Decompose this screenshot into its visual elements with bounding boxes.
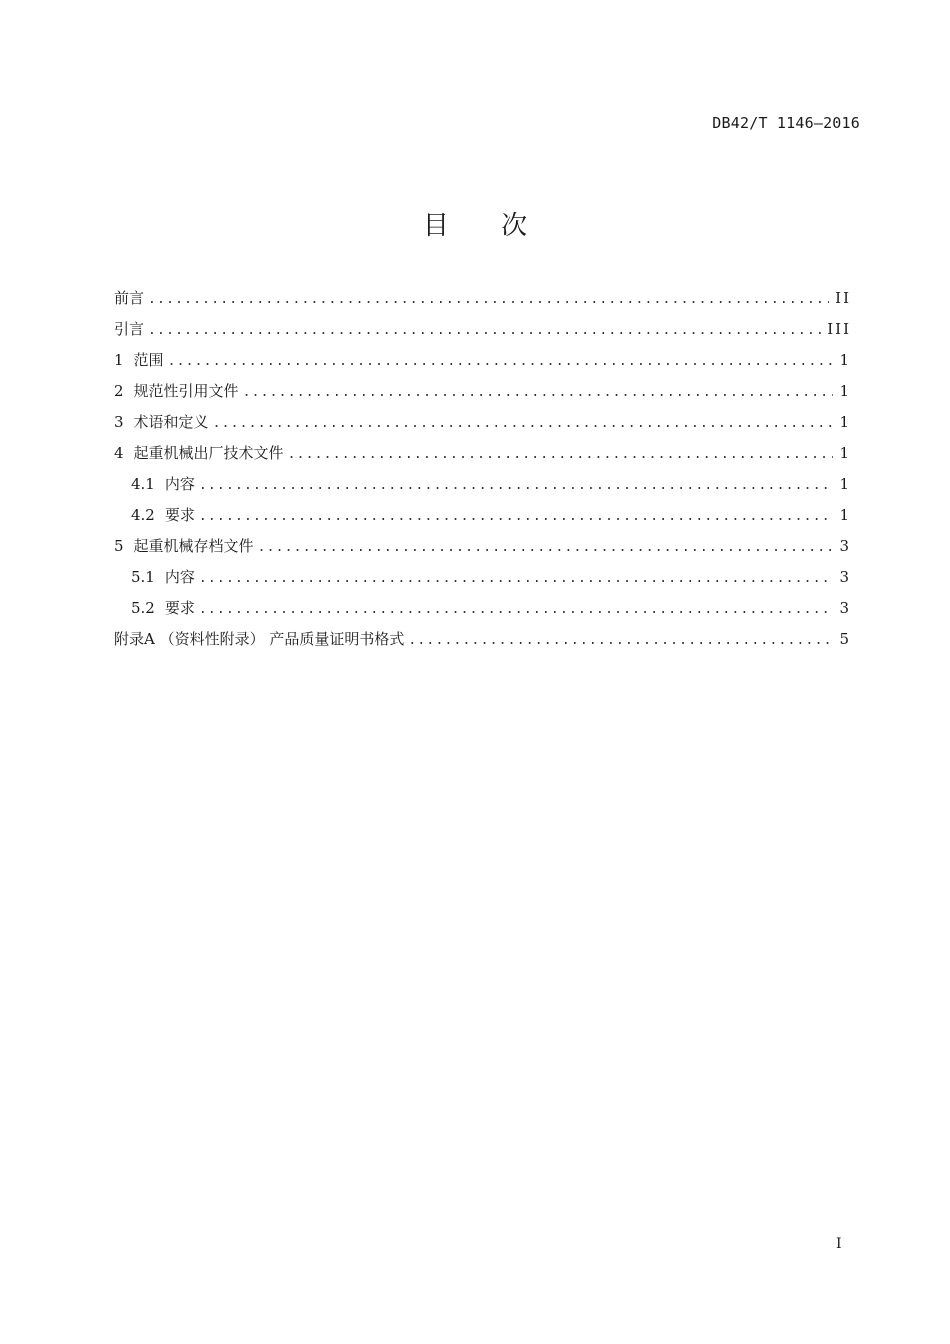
table-of-contents xyxy=(114,286,851,658)
toc-leader-dots xyxy=(258,536,834,560)
toc-entry-page: 1 xyxy=(839,382,851,400)
toc-leader-dots xyxy=(148,319,821,343)
toc-entry-page: III xyxy=(827,320,851,338)
toc-entry-number: 5.2 xyxy=(131,599,155,617)
toc-entry-label: 范围 xyxy=(133,351,164,369)
toc-entry-label: 术语和定义 xyxy=(133,413,209,431)
toc-entry-number: 3 xyxy=(114,413,124,431)
document-code: DB42/T 1146—2016 xyxy=(712,114,860,132)
toc-leader-dots xyxy=(148,288,829,312)
page-number: I xyxy=(836,1236,842,1252)
toc-entry-label: 要求 xyxy=(164,506,195,524)
toc-entry-page: II xyxy=(835,289,851,307)
toc-leader-dots xyxy=(199,598,834,622)
toc-entry-number: 5 xyxy=(114,537,124,555)
toc-leader-dots xyxy=(199,567,834,591)
toc-entry-4[interactable] xyxy=(114,441,851,472)
toc-entry-label: 要求 xyxy=(164,599,195,617)
toc-entry-label: 内容 xyxy=(164,475,195,493)
toc-entry-5-1[interactable] xyxy=(114,565,851,596)
toc-entry-page: 1 xyxy=(839,351,851,369)
toc-entry-4-2[interactable] xyxy=(114,503,851,534)
toc-entry-5[interactable] xyxy=(114,534,851,565)
toc-entry-label: 起重机械存档文件 xyxy=(133,537,254,555)
toc-entry-4-1[interactable] xyxy=(114,472,851,503)
toc-leader-dots xyxy=(168,350,834,374)
toc-entry-label: 引言 xyxy=(114,320,145,338)
toc-entry-number: 2 xyxy=(114,382,124,400)
toc-entry-number: 5.1 xyxy=(131,568,155,586)
toc-leader-dots xyxy=(288,443,834,467)
toc-entry-2[interactable] xyxy=(114,379,851,410)
toc-entry-5-2[interactable] xyxy=(114,596,851,627)
toc-entry-label: 附录A （资料性附录） 产品质量证明书格式 xyxy=(114,630,405,648)
toc-entry-label: 规范性引用文件 xyxy=(133,382,239,400)
toc-entry-page: 3 xyxy=(839,568,851,586)
toc-entry-page: 1 xyxy=(839,475,851,493)
toc-entry-number: 1 xyxy=(114,351,124,369)
toc-entry-foreword[interactable] xyxy=(114,286,851,317)
toc-entry-page: 1 xyxy=(839,506,851,524)
toc-entry-appendix-a[interactable] xyxy=(114,627,851,658)
toc-entry-page: 3 xyxy=(839,599,851,617)
toc-entry-page: 1 xyxy=(839,444,851,462)
toc-leader-dots xyxy=(199,505,834,529)
toc-entry-3[interactable] xyxy=(114,410,851,441)
toc-leader-dots xyxy=(243,381,834,405)
toc-entry-page: 5 xyxy=(839,630,851,648)
toc-entry-label: 起重机械出厂技术文件 xyxy=(133,444,284,462)
toc-entry-number: 4.2 xyxy=(131,506,155,524)
toc-leader-dots xyxy=(213,412,834,436)
toc-entry-label: 前言 xyxy=(114,289,145,307)
toc-entry-page: 1 xyxy=(839,413,851,431)
toc-entry-number: 4.1 xyxy=(131,475,155,493)
toc-leader-dots xyxy=(199,474,834,498)
toc-entry-1[interactable] xyxy=(114,348,851,379)
toc-entry-label: 内容 xyxy=(164,568,195,586)
toc-entry-page: 3 xyxy=(839,537,851,555)
toc-title: 目 次 xyxy=(422,211,550,241)
toc-leader-dots xyxy=(408,629,833,653)
toc-entry-number: 4 xyxy=(114,444,124,462)
toc-entry-introduction[interactable] xyxy=(114,317,851,348)
